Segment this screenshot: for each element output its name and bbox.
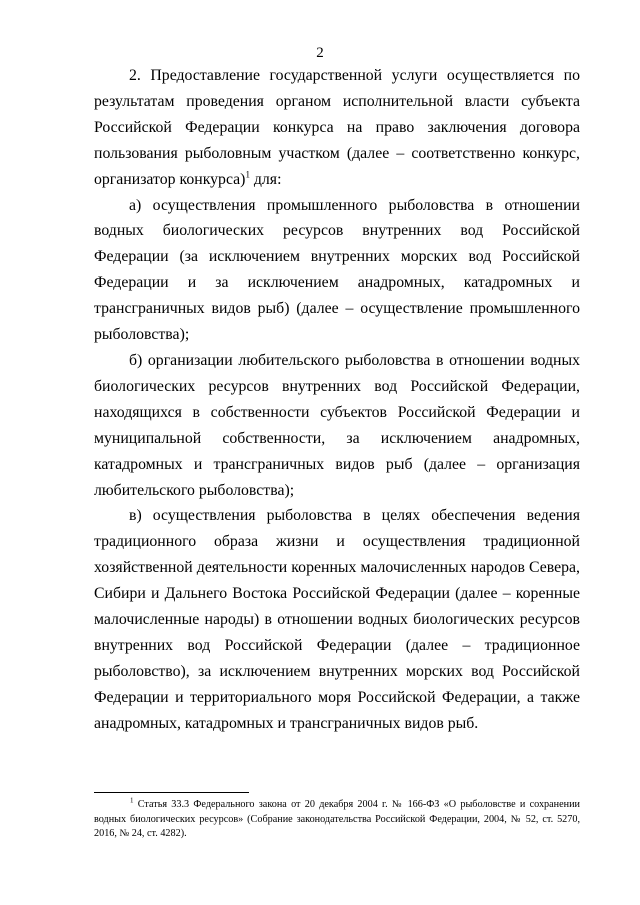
list-item-a: а) осуществления промышленного рыболовства в отношении водных биологических ресурсов внутренних вод Российской Федерации (за исключением внутренних морских вод Российской Федерации и за исключением анадромных, катадромных и трансграничных видов рыб) (далее – осуществление промышленного рыболовства); [94,196,580,344]
intro-text: 2. Предоставление государственной услуги осуществляется по результатам проведения органом исполнительной власти субъекта Российской Федерации конкурса на право заключения договора пользования рыболовным участком (далее – соответственно конкурс, организатор конкурса) [94,67,580,188]
footnote-separator [94,792,249,793]
intro-text-end: для: [249,170,282,188]
footnote-text: Статья 33.3 Федерального закона от 20 декабря 2004 г. № 166-ФЗ «О рыболовстве и сохранении водных биологических ресурсов» (Собрание законодательства Российской Федерации, 2004, № 52, ст. 5270, 2016, № 24, ст. 4282). [94,799,580,840]
footnote-reference: 1 [245,169,250,180]
page-number: 2 [316,45,324,61]
document-body [94,63,580,737]
footnote [94,798,580,842]
list-item-v: в) осуществления рыболовства в целях обеспечения ведения традиционного образа жизни и осуществления традиционной хозяйственной деятельности коренных малочисленных народов Севера, Сибири и Дальнего Востока Российской Федерации (далее – коренные малочисленные народы) в отношении водных биологических ресурсов внутренних вод Российской Федерации (далее – традиционное рыболовство), за исключением внутренних морских вод Российской Федерации и территориального моря Российской Федерации, а также анадромных, катадромных и трансграничных видов рыб. [94,507,580,732]
list-item-b: б) организации любительского рыболовства в отношении водных биологических ресурсов внутренних вод Российской Федерации, находящихся в собственности субъектов Российской Федерации и муниципальной собственности, за исключением анадромных, катадромных и трансграничных видов рыб (далее – организация любительского рыболовства); [94,351,580,499]
footnote-mark: 1 [130,796,134,805]
intro-paragraph [94,63,580,193]
